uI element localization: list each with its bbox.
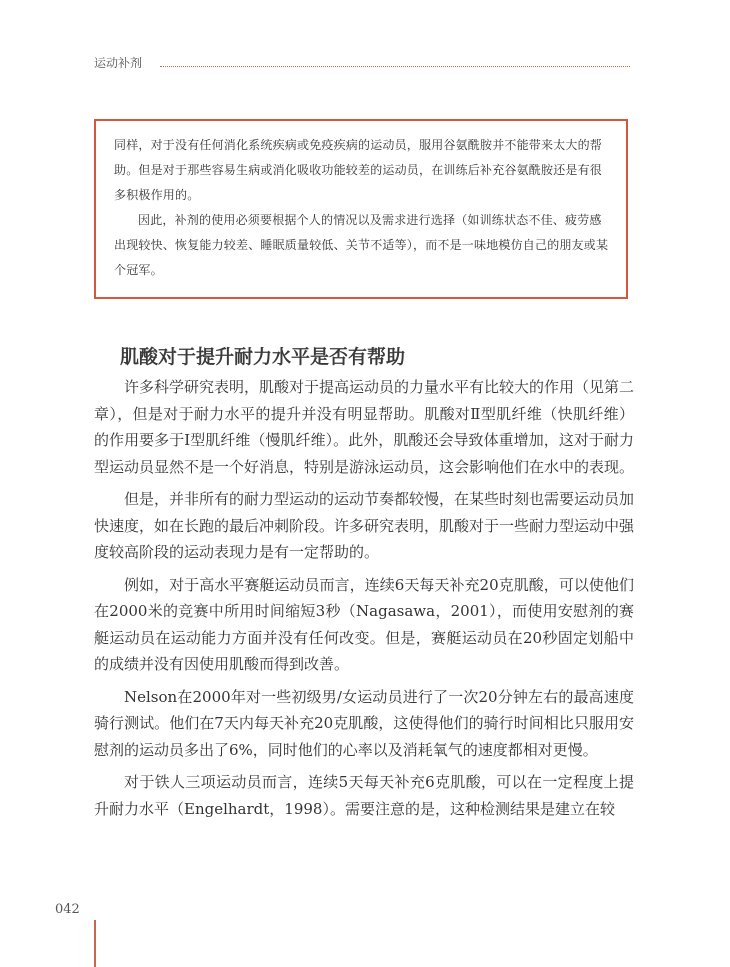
box-paragraph: 因此，补剂的使用必须要根据个人的情况以及需求进行选择（如训练状态不佳、疲劳感出现较快、恢复能力较差、睡眠质量较低、关节不适等），而不是一味地模仿自己的朋友或某个冠军。 [114,213,609,277]
box-paragraph: 同样，对于没有任何消化系统疾病或免疫疾病的运动员，服用谷氨酰胺并不能带来太大的帮助。但是对于那些容易生病或消化吸收功能较差的运动员，在训练后补充谷氨酰胺还是有很多积极作用的。 [114,138,603,202]
header-dotted-rule [160,66,630,67]
running-head: 运动补剂 [94,56,143,70]
sidebar-box [94,119,628,299]
body-paragraph: 对于铁人三项运动员而言，连续5天每天补充6克肌酸，可以在一定程度上提升耐力水平（Engelhardt，1998）。需要注意的是，这种检测结果是建立在较 [94,773,634,818]
margin-rule [94,920,96,967]
body-text [94,374,634,828]
page-number: 042 [55,902,80,917]
body-paragraph: 例如，对于高水平赛艇运动员而言，连续6天每天补充20克肌酸，可以使他们在2000米的竞赛中所用时间缩短3秒（Nagasawa，2001），而使用安慰剂的赛艇运动员在运动能力方面并没有任何改变。但是，赛艇运动员在20秒固定划船中的成绩并没有因使用肌酸而得到改善。 [94,575,634,673]
body-paragraph: 但是，并非所有的耐力型运动的运动节奏都较慢，在某些时刻也需要运动员加快速度，如在长跑的最后冲刺阶段。许多研究表明，肌酸对于一些耐力型运动中强度较高阶段的运动表现力是有一定帮助的。 [94,490,635,561]
body-paragraph: 许多科学研究表明，肌酸对于提高运动员的力量水平有比较大的作用（见第二章），但是对于耐力水平的提升并没有明显帮助。肌酸对Ⅱ型肌纤维（快肌纤维）的作用要多于Ⅰ型肌纤维（慢肌纤维）。此外，肌酸还会导致体重增加，这对于耐力型运动员显然不是一个好消息，特别是游泳运动员，这会影响他们在水中的表现。 [94,378,635,476]
body-paragraph: Nelson在2000年对一些初级男/女运动员进行了一次20分钟左右的最高速度骑行测试。他们在7天内每天补充20克肌酸，这使得他们的骑行时间相比只服用安慰剂的运动员多出了6%，同时他们的心率以及消耗氧气的速度都相对更慢。 [94,687,634,759]
section-title: 肌酸对于提升耐力水平是否有帮助 [120,346,406,368]
